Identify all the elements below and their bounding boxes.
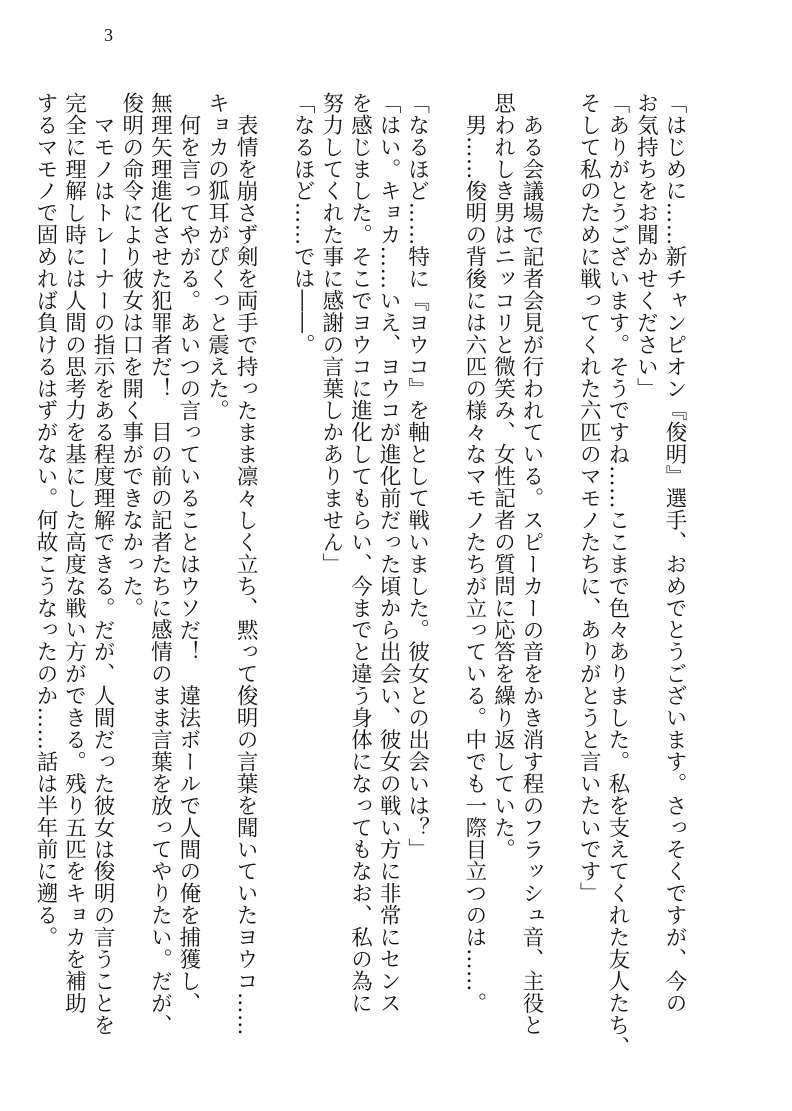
paragraph-gap bbox=[259, 92, 288, 1102]
text-line: 「ありがとうございます。そうですね……ここまで色々ありました。私を支えてくれた友人たち、 bbox=[604, 92, 630, 1058]
text-line: を感じました。そこでヨウコに進化してもらい、今までと違う身体になってもなお、私の為に bbox=[347, 92, 373, 1014]
text-line: 努力してくれた事に感謝の言葉しかありません」 bbox=[318, 92, 344, 575]
page-number: 3 bbox=[104, 25, 113, 45]
text-line: 何を言ってやがる。あいつの言っていることはウソだ！ 違法ボールで人間の俺を捕獲し、 bbox=[175, 113, 201, 1014]
paragraph-gap bbox=[545, 92, 574, 1102]
text-line: 「はい。キョカ……いえ、ヨウコが進化前だった頃から出会い、彼女の戦い方に非常にセンス bbox=[376, 92, 402, 1014]
text-line: お気持ちをお聞かせください」 bbox=[633, 92, 659, 400]
text-line: キョカの狐耳がぴくっと震えた。 bbox=[204, 92, 230, 422]
text-line: 思われしき男はニッコリと微笑み、女性記者の質問に応答を繰り返していた。 bbox=[490, 92, 516, 861]
text-line: 「なるほど……では――。 bbox=[290, 92, 316, 356]
text-line: 「なるほど……特に『ヨウコ』を軸として戦いました。彼女との出会いは？」 bbox=[404, 92, 430, 861]
text-line: するマモノで固めれば負けるはずがない。何故こうなったのか……話は半年前に遡る。 bbox=[32, 92, 58, 949]
body-text bbox=[30, 92, 688, 1102]
text-line: そして私のために戦ってくれた六匹のマモノたちに、ありがとうと言いたいです」 bbox=[576, 92, 602, 905]
text-line: 完全に理解し時には人間の思考力を基にした高度な戦い方ができる。残り五匹をキョカを補助 bbox=[61, 92, 87, 1014]
text-line: ある会議場で記者会見が行われている。スピーカーの音をかき消す程のフラッシュ音、主役と bbox=[519, 113, 545, 1036]
text-line: 無理矢理進化させた犯罪者だ！ 目の前の記者たちに感情のまま言葉を放ってやりたい。だが、 bbox=[147, 92, 173, 1036]
text-line: 表情を崩さず剣を両手で持ったまま凛々しく立ち、黙って俊明の言葉を聞いていたヨウコ…… bbox=[233, 113, 259, 1036]
text-line: 男……俊明の背後には六匹の様々なマモノたちが立っている。中でも一際目立つのは……。 bbox=[461, 113, 487, 1014]
paragraph-gap bbox=[431, 92, 460, 1102]
text-line: マモノはトレーナーの指示をある程度理解できる。だが、人間だった彼女は俊明の言うことを bbox=[90, 113, 116, 1036]
text-line: 「はじめに……新チャンピオン『俊明』選手、おめでとうございます。さっそくですが、今の bbox=[662, 92, 687, 1014]
text-line: 俊明の命令により彼女は口を開く事ができなかった。 bbox=[118, 92, 144, 619]
